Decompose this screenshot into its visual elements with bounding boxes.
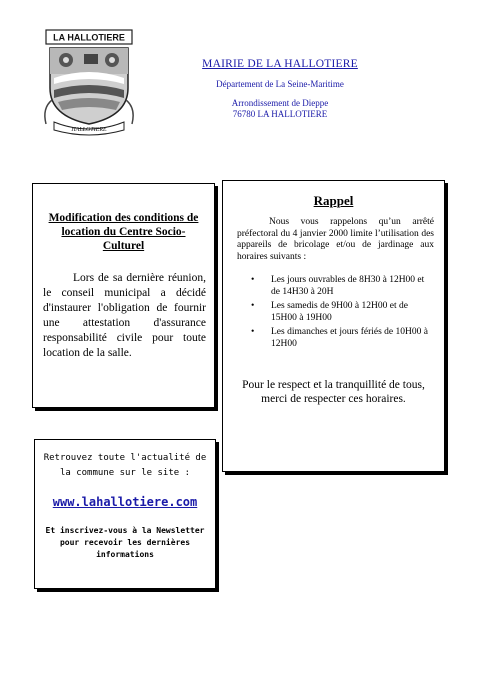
departement-text: Département de La Seine-Maritime [216, 79, 344, 89]
list-item [251, 327, 434, 350]
address-block [180, 98, 380, 120]
list-item-text: Les jours ouvrables de 8H30 à 12H00 et de 14H30 à 20H [271, 275, 425, 297]
mairie-title: MAIRIE DE LA HALLOTIERE [202, 58, 358, 70]
centre-socio-culturel-box [32, 183, 215, 408]
commune-text: 76780 LA HALLOTIERE [232, 109, 328, 119]
website-box [34, 439, 216, 589]
arrondissement-text: Arrondissement de Dieppe [231, 98, 329, 108]
newsletter-text: Et inscrivez-vous à la Newsletter pour recevoir les dernières informations [45, 526, 205, 559]
bullet-icon: • [251, 327, 255, 337]
logo-banner-text: LA HALLOTIERE [53, 32, 125, 43]
rappel-intro: Nous vous rappelons qu’un arrêté préfectoral du 4 janvier 2000 limite l’utilisation des appareils de bricolage et/ou de jardinage aux horaires suivants : [237, 217, 434, 262]
coat-of-arms-logo [40, 28, 138, 136]
logo-scroll-text: HALLOTIERE [71, 127, 107, 133]
rappel-box [222, 180, 445, 472]
list-item-text: Les dimanches et jours fériés de 10H00 à 12H00 [271, 327, 428, 349]
left-box-body: Lors de sa dernière réunion, le conseil municipal a décidé d'instaurer l'obligation de fournir une attestation d'assurance responsabilité civile pour toute location de la salle. [43, 272, 206, 359]
website-link[interactable]: www.lahallotiere.com [52, 495, 198, 509]
list-item-text: Les samedis de 9H00 à 12H00 et de 15H00 à 19H00 [271, 301, 408, 323]
bullet-icon: • [251, 301, 255, 311]
horaires-list [251, 275, 434, 350]
website-intro: Retrouvez toute l'actualité de la commune sur le site : [43, 453, 207, 478]
header [180, 58, 380, 120]
list-item [251, 275, 434, 298]
bullet-icon: • [251, 275, 255, 285]
rappel-title: Rappel [313, 193, 354, 208]
list-item [251, 301, 434, 324]
left-box-title: Modification des conditions de location du Centre Socio-Culturel [48, 212, 199, 252]
rappel-outro: Pour le respect et la tranquillité de tous, merci de respecter ces horaires. [242, 379, 425, 405]
